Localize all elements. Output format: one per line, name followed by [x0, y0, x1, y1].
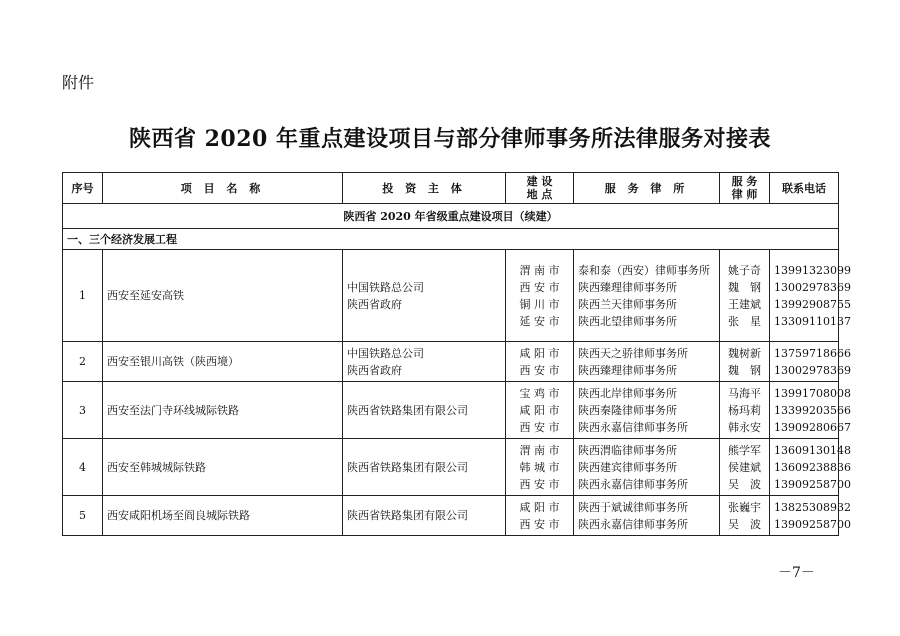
lawyer: 张巍宇 — [728, 500, 761, 514]
law-firm-cell — [574, 382, 720, 439]
phone: 13609238836 — [774, 460, 851, 474]
investor: 陕西省铁路集团有限公司 — [347, 509, 468, 522]
attachment-label: 附件 — [62, 73, 95, 92]
header-investor: 投 资 主 体 — [343, 173, 506, 204]
location: 西 安 市 — [519, 363, 560, 377]
header-location-line1: 建 设 — [526, 175, 553, 188]
table-row — [63, 439, 839, 496]
law-firm-cell — [574, 439, 720, 496]
location: 韩 城 市 — [519, 460, 560, 474]
header-lawyer-line2: 律 师 — [731, 188, 758, 201]
law-firm: 陕西臻理律师事务所 — [578, 280, 677, 294]
location: 西 安 市 — [519, 477, 560, 491]
lawyer: 魏 钢 — [728, 363, 761, 377]
phone: 13609130148 — [774, 443, 851, 457]
investor: 陕西省政府 — [347, 363, 402, 377]
lawyer: 熊学军 — [728, 443, 761, 457]
header-firm: 服 务 律 所 — [574, 173, 720, 204]
location-cell — [506, 439, 574, 496]
law-firm: 陕西天之骄律师事务所 — [578, 346, 688, 360]
investor: 陕西省政府 — [347, 297, 402, 311]
phone-cell — [770, 382, 851, 439]
phone: 13992908755 — [774, 297, 851, 311]
investor: 中国铁路总公司 — [347, 280, 424, 294]
location: 西 安 市 — [519, 280, 560, 294]
row-no: 1 — [63, 250, 103, 342]
header-location-line2: 地 点 — [526, 188, 553, 201]
section-row — [63, 204, 839, 229]
investor-cell — [343, 439, 506, 496]
investor-cell — [343, 342, 506, 382]
location: 延 安 市 — [519, 314, 560, 328]
table-row — [63, 382, 839, 439]
phone: 13909258700 — [774, 477, 851, 491]
row-no: 5 — [63, 496, 103, 536]
law-firm-cell — [574, 496, 720, 536]
investor: 陕西省铁路集团有限公司 — [347, 460, 468, 474]
project-name: 西安至银川高铁（陕西境） — [103, 342, 343, 382]
law-firm: 陕西建宾律师事务所 — [578, 460, 677, 474]
investor: 陕西省铁路集团有限公司 — [347, 403, 468, 417]
category-title: 一、三个经济发展工程 — [63, 229, 839, 250]
table-row — [63, 496, 839, 536]
lawyer: 韩永安 — [728, 420, 761, 434]
header-lawyer-line1: 服 务 — [731, 175, 758, 188]
location: 西 安 市 — [519, 420, 560, 434]
lawyer-cell — [720, 496, 770, 536]
header-lawyer — [720, 173, 770, 204]
lawyer-cell — [720, 439, 770, 496]
law-firm: 陕西臻理律师事务所 — [578, 363, 677, 377]
investor-cell — [343, 496, 506, 536]
law-firm: 陕西永嘉信律师事务所 — [578, 420, 688, 434]
phone-cell — [770, 250, 851, 342]
location: 渭 南 市 — [519, 443, 560, 457]
location-cell — [506, 496, 574, 536]
section-title: 陕西省 2020 年省级重点建设项目（续建） — [63, 204, 839, 229]
lawyer-cell — [720, 250, 770, 342]
location-cell — [506, 250, 574, 342]
page-number: －7－ — [778, 565, 815, 581]
project-name: 西安至法门寺环线城际铁路 — [103, 382, 343, 439]
project-name: 西安至延安高铁 — [103, 250, 343, 342]
law-firm: 陕西于斌诚律师事务所 — [578, 500, 688, 514]
lawyer: 魏 钢 — [728, 280, 761, 294]
row-no: 3 — [63, 382, 103, 439]
phone: 13909258700 — [774, 517, 851, 531]
phone: 13309110137 — [774, 314, 851, 328]
lawyer: 杨玛莉 — [728, 403, 761, 417]
law-firm: 陕西北望律师事务所 — [578, 314, 677, 328]
location-cell — [506, 342, 574, 382]
table-row — [63, 250, 839, 342]
lawyer: 姚子奇 — [728, 263, 761, 277]
phone: 13002978369 — [774, 363, 851, 377]
page-title: 陕西省 2020 年重点建设项目与部分律师事务所法律服务对接表 — [128, 126, 772, 152]
location: 咸 阳 市 — [519, 346, 560, 360]
phone-cell — [770, 439, 851, 496]
phone: 13991323099 — [774, 263, 851, 277]
phone: 13759718666 — [774, 346, 851, 360]
law-firm: 陕西永嘉信律师事务所 — [578, 477, 688, 491]
header-row — [63, 173, 839, 204]
phone-cell — [770, 496, 851, 536]
lawyer-cell — [720, 382, 770, 439]
project-name: 西安至韩城城际铁路 — [103, 439, 343, 496]
law-firm: 陕西北岸律师事务所 — [578, 386, 677, 400]
service-table — [62, 172, 851, 536]
header-location — [506, 173, 574, 204]
investor-cell — [343, 250, 506, 342]
location: 渭 南 市 — [519, 263, 560, 277]
phone-cell — [770, 342, 851, 382]
phone: 13909280667 — [774, 420, 851, 434]
lawyer: 吴 波 — [728, 517, 761, 531]
phone: 13399203566 — [774, 403, 851, 417]
location: 宝 鸡 市 — [519, 386, 560, 400]
law-firm: 陕西永嘉信律师事务所 — [578, 517, 688, 531]
lawyer: 魏树新 — [728, 346, 761, 360]
location-cell — [506, 382, 574, 439]
header-project: 项 目 名 称 — [103, 173, 343, 204]
phone: 13991708008 — [774, 386, 851, 400]
location: 咸 阳 市 — [519, 500, 560, 514]
law-firm-cell — [574, 250, 720, 342]
table-row — [63, 342, 839, 382]
category-row — [63, 229, 839, 250]
phone: 13825308932 — [774, 500, 851, 514]
law-firm: 陕西渭临律师事务所 — [578, 443, 677, 457]
location: 铜 川 市 — [519, 297, 560, 311]
location: 咸 阳 市 — [519, 403, 560, 417]
lawyer: 马海平 — [728, 386, 761, 400]
location: 西 安 市 — [519, 517, 560, 531]
header-phone: 联系电话 — [770, 173, 839, 204]
law-firm: 泰和泰（西安）律师事务所 — [578, 263, 710, 277]
law-firm: 陕西秦隆律师事务所 — [578, 403, 677, 417]
phone: 13002978369 — [774, 280, 851, 294]
lawyer: 张 星 — [728, 314, 761, 328]
lawyer-cell — [720, 342, 770, 382]
project-name: 西安咸阳机场至阎良城际铁路 — [103, 496, 343, 536]
row-no: 2 — [63, 342, 103, 382]
lawyer: 王建斌 — [728, 297, 761, 311]
header-no: 序号 — [63, 173, 103, 204]
lawyer: 吴 波 — [728, 477, 761, 491]
investor-cell — [343, 382, 506, 439]
lawyer: 侯建斌 — [728, 460, 761, 474]
law-firm-cell — [574, 342, 720, 382]
law-firm: 陕西兰天律师事务所 — [578, 297, 677, 311]
row-no: 4 — [63, 439, 103, 496]
investor: 中国铁路总公司 — [347, 346, 424, 360]
